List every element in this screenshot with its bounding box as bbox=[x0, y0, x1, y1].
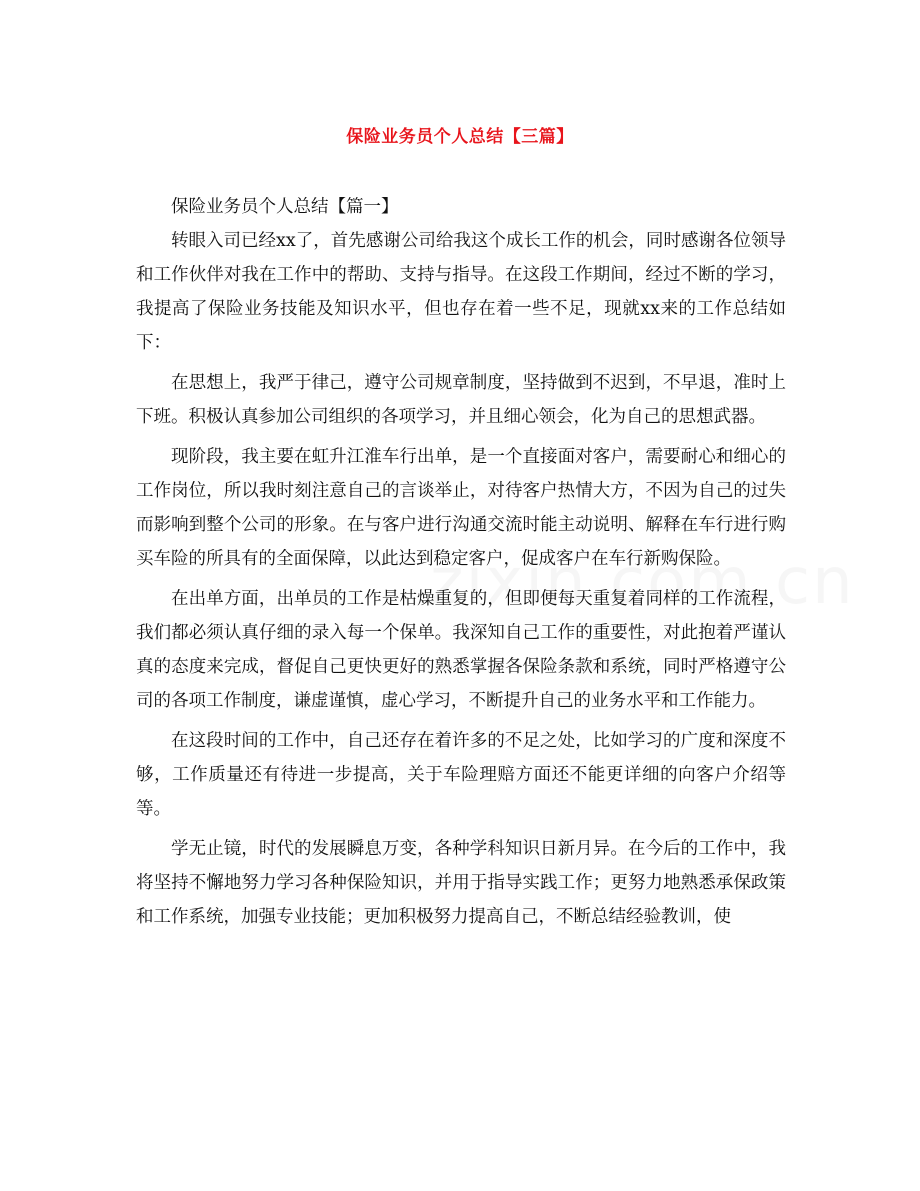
paragraph-3: 现阶段，我主要在虹升江淮车行出单，是一个直接面对客户，需要耐心和细心的工作岗位，所以我时刻注意自己的言谈举止，对待客户热情大方，不因为自己的过失而影响到整个公司的形象。在与客户进行沟通交流时能主动说明、解释在车行进行购买车险的所具有的全面保障，以此达到稳定客户，促成客户在车行新购保险。 bbox=[136, 447, 786, 569]
section-subtitle: 保险业务员个人总结【篇一】 bbox=[171, 197, 399, 217]
paragraph-1: 转眼入司已经xx了，首先感谢公司给我这个成长工作的机会，同时感谢各位领导和工作伙伴对我在工作中的帮助、支持与指导。在这段工作期间，经过不断的学习，我提高了保险业务技能及知识水平，但也存在着一些不足，现就xx来的工作总结如下： bbox=[136, 231, 786, 353]
paragraph-5: 在这段时间的工作中，自己还存在着许多的不足之处，比如学习的广度和深度不够，工作质量还有待进一步提高，关于车险理赔方面还不能更详细的向客户介绍等等。 bbox=[136, 731, 786, 819]
paragraph-6: 学无止镜，时代的发展瞬息万变，各种学科知识日新月异。在今后的工作中，我将坚持不懈地努力学习各种保险知识，并用于指导实践工作；更努力地熟悉承保政策和工作系统，加强专业技能；更加积极努力提高自己，不断总结经验教训，使 bbox=[136, 839, 786, 927]
document-title: 保险业务员个人总结【三篇】 bbox=[346, 127, 574, 147]
paragraph-2: 在思想上，我严于律己，遵守公司规章制度，坚持做到不迟到，不早退，准时上下班。积极认真参加公司组织的各项学习，并且细心领会，化为自己的思想武器。 bbox=[136, 373, 786, 427]
document-body bbox=[136, 190, 786, 940]
paragraph-4: 在出单方面，出单员的工作是枯燥重复的，但即便每天重复着同样的工作流程，我们都必须认真仔细的录入每一个保单。我深知自己工作的重要性，对此抱着严谨认真的态度来完成，督促自己更快更好的熟悉掌握各保险条款和系统，同时严格遵守公司的各项工作制度，谦虚谨慎，虚心学习，不断提升自己的业务水平和工作能力。 bbox=[136, 589, 786, 711]
